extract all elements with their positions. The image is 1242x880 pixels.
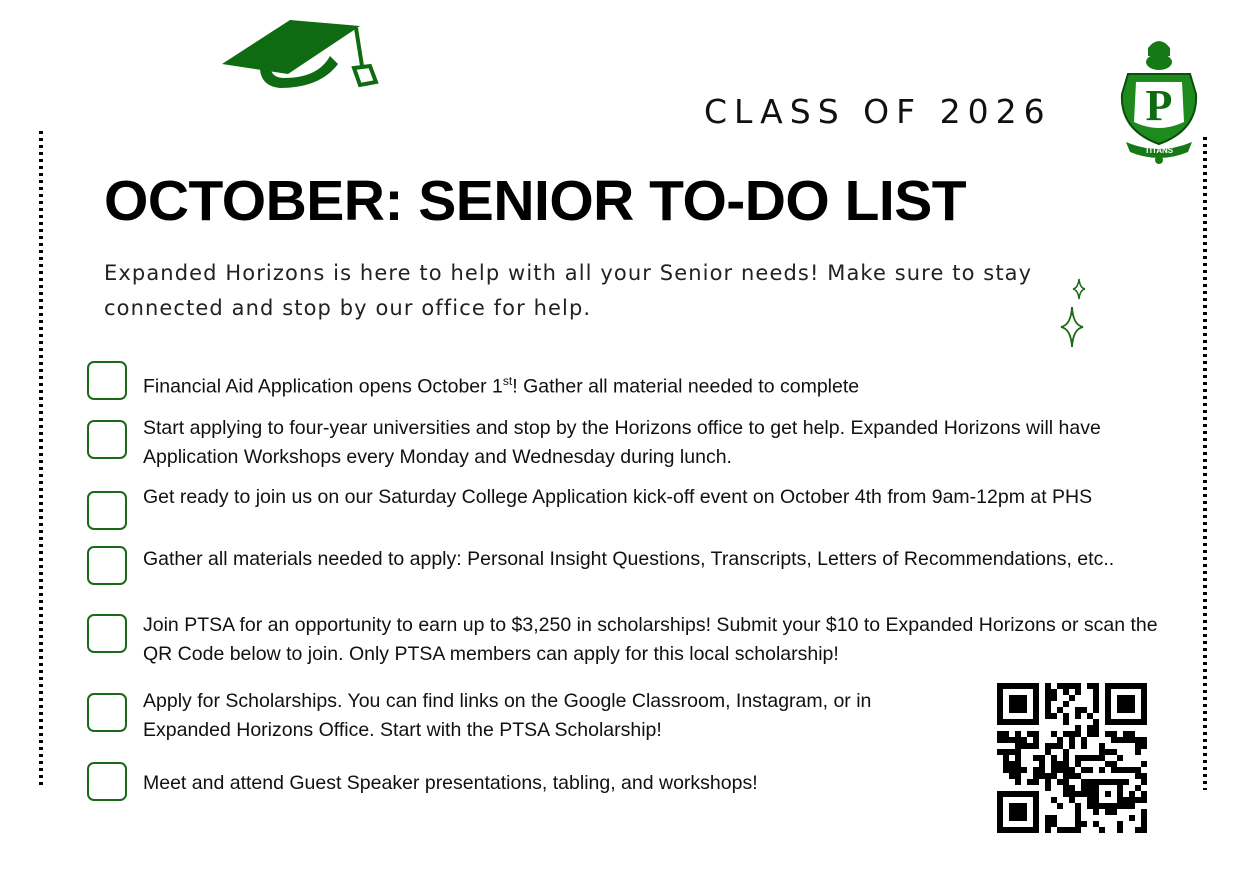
right-dotted-border [1203,137,1207,790]
checkbox[interactable] [87,693,127,732]
checklist-text: Apply for Scholarships. You can find links on the Google Classroom, Instagram, or in Expanded Horizons Office. Start with the PTSA Scholarship! [143,690,872,741]
checkbox[interactable] [87,546,127,585]
checklist-text: Financial Aid Application opens October 1st! Gather all material needed to complete [143,374,860,398]
sparkle-icon [1072,278,1086,300]
sparkle-icon [1060,306,1084,348]
checklist-text: Join PTSA for an opportunity to earn up to $3,250 in scholarships! Submit your $10 to Expanded Horizons or scan the QR Code below to join. Only PTSA members can apply for this local scholarship! [143,614,1158,665]
graduation-cap-icon [220,18,380,96]
qr-code-icon[interactable] [997,683,1147,833]
checklist-text: Meet and attend Guest Speaker presentations, tabling, and workshops! [143,772,758,794]
checklist-text: Start applying to four-year universities and stop by the Horizons office to get help. Expanded Horizons will have Application Workshops every Monday and Wednesday during lunch. [143,417,1101,468]
class-of-heading: CLASS OF 2026 [704,92,1052,131]
svg-text:P: P [1145,81,1173,130]
checkbox[interactable] [87,762,127,801]
checkbox[interactable] [87,614,127,653]
school-crest-icon [1118,34,1200,166]
checkbox[interactable] [87,420,127,459]
checkbox[interactable] [87,361,127,400]
checklist-text: Gather all materials needed to apply: Personal Insight Questions, Transcripts, Letters of Recommendations, etc.. [143,548,1115,570]
left-dotted-border [39,131,43,786]
checklist-text: Get ready to join us on our Saturday College Application kick-off event on October 4th from 9am-12pm at PHS [143,486,1093,508]
intro-text: Expanded Horizons is here to help with all your Senior needs! Make sure to stay connected and stop by our office for help. [104,261,1033,320]
checkbox[interactable] [87,491,127,530]
page-title: OCTOBER: SENIOR TO-DO LIST [104,169,967,233]
crest-text: TITANS [1144,146,1174,155]
